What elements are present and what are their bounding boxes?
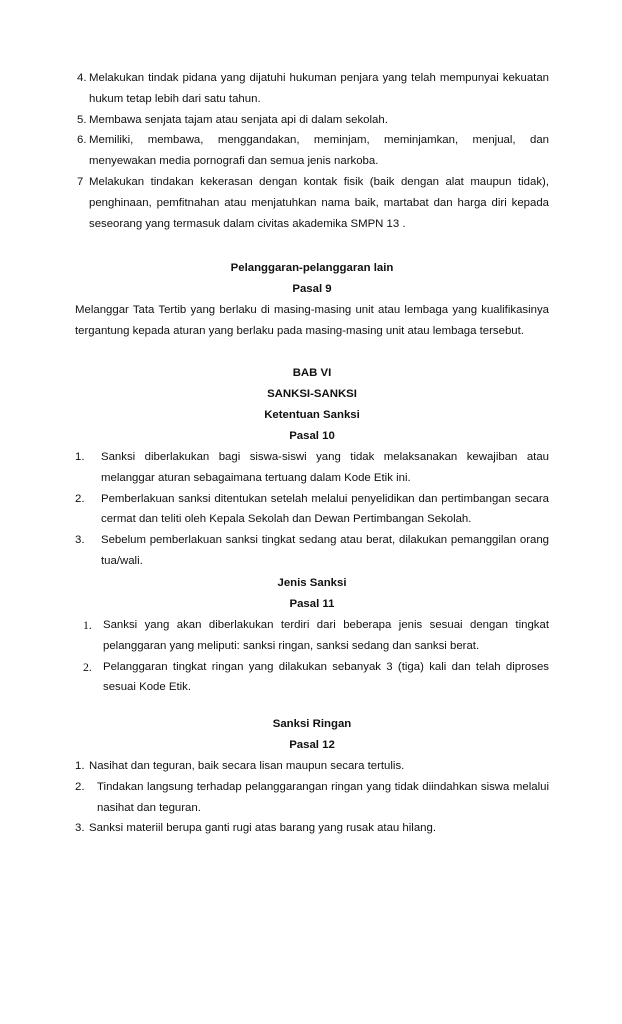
bab-title: BAB VI xyxy=(292,367,332,379)
list-item xyxy=(75,110,549,131)
list-item-text: Sebelum pemberlakuan sanksi tingkat sedang atau berat, dilakukan pemanggilan orang tua/wali. xyxy=(101,534,549,567)
section-title-lain: Pelanggaran-pelanggaran lain xyxy=(230,262,394,274)
bab-subtitle: SANKSI-SANKSI xyxy=(267,388,357,400)
list-item xyxy=(75,530,549,572)
list-item-number: 1. xyxy=(83,618,92,632)
list-item-text: Sanksi yang akan diberlakukan terdiri dari beberapa jenis sesuai dengan tingkat pelanggaran yang meliputi: sanksi ringan, sanksi sedang dan sanksi berat. xyxy=(103,619,549,652)
list-item xyxy=(75,489,549,531)
list-item-text: Sanksi materiil berupa ganti rugi atas barang yang rusak atau hilang. xyxy=(89,822,436,835)
list-item-number: 5. xyxy=(77,113,87,126)
list-item-number: 7 xyxy=(77,175,84,188)
list-item xyxy=(75,615,549,657)
list-pasal-11 xyxy=(75,615,549,698)
pasal-11-heading: Pasal 11 xyxy=(289,598,335,610)
list-item xyxy=(75,777,549,819)
list-pasal-10 xyxy=(75,447,549,572)
list-item xyxy=(75,756,549,777)
section-title-jenis: Jenis Sanksi xyxy=(277,577,347,589)
list-item-text: Memiliki, membawa, menggandakan, meminjam, meminjamkan, menjual, dan menyewakan media pornografi dan semua jenis narkoba. xyxy=(89,134,549,168)
list-item-number: 6. xyxy=(77,134,87,147)
list-item-number: 2. xyxy=(83,659,92,674)
pasal-9-heading: Pasal 9 xyxy=(292,283,332,295)
list-item-number: 1. xyxy=(75,760,85,772)
list-item-number: 3. xyxy=(75,534,85,547)
list-item-text: Pelanggaran tingkat ringan yang dilakukan sebanyak 3 (tiga) kali dan telah diproses sesuai Kode Etik. xyxy=(103,660,549,694)
list-item-text: Pemberlakuan sanksi ditentukan setelah melalui penyelidikan dan pertimbangan secara cermat dan teliti oleh Kepala Sekolah dan Dewan Pertimbangan Sekolah. xyxy=(101,492,549,526)
section-title-ketentuan: Ketentuan Sanksi xyxy=(264,409,360,421)
list-item xyxy=(75,818,549,839)
list-item xyxy=(75,68,549,110)
list-item xyxy=(75,657,549,699)
list-item-text: Tindakan langsung terhadap pelanggarangan ringan yang tidak diindahkan siswa melalui nasihat dan teguran. xyxy=(97,780,549,814)
list-item-number: 3. xyxy=(75,822,85,835)
list-item-text: Melakukan tindakan kekerasan dengan kontak fisik (baik dengan alat maupun tidak), penghinaan, pemfitnahan atau menjatuhkan nama baik, martabat dan harga diri kepada seseorang yang termasuk dalam civitas akademika SMPN 13 . xyxy=(89,175,549,230)
list-item xyxy=(75,172,549,234)
section-title-ringan: Sanksi Ringan xyxy=(272,718,352,730)
list-pasal-12 xyxy=(75,756,549,839)
list-top xyxy=(75,68,549,234)
list-item-number: 2. xyxy=(75,492,85,505)
list-item-number: 1. xyxy=(75,451,85,463)
list-item-text: Membawa senjata tajam atau senjata api di dalam sekolah. xyxy=(89,113,388,126)
pasal-9-text: Melanggar Tata Tertib yang berlaku di masing-masing unit atau lembaga yang kualifikasinya tergantung kepada aturan yang berlaku pada masing-masing unit atau lembaga tersebut. xyxy=(75,304,549,337)
list-item-number: 4. xyxy=(77,72,87,84)
list-item-text: Sanksi diberlakukan bagi siswa-siswi yang tidak melaksanakan kewajiban atau melanggar aturan sebagaimana tertuang dalam Kode Etik ini. xyxy=(101,451,549,484)
pasal-12-heading: Pasal 12 xyxy=(289,739,335,751)
pasal-10-heading: Pasal 10 xyxy=(289,430,335,442)
list-item xyxy=(75,130,549,172)
list-item xyxy=(75,447,549,489)
list-item-text: Melakukan tindak pidana yang dijatuhi hukuman penjara yang telah mempunyai kekuatan hukum tetap lebih dari satu tahun. xyxy=(89,72,549,105)
list-item-number: 2. xyxy=(75,780,85,793)
list-item-text: Nasihat dan teguran, baik secara lisan maupun secara tertulis. xyxy=(89,760,405,772)
